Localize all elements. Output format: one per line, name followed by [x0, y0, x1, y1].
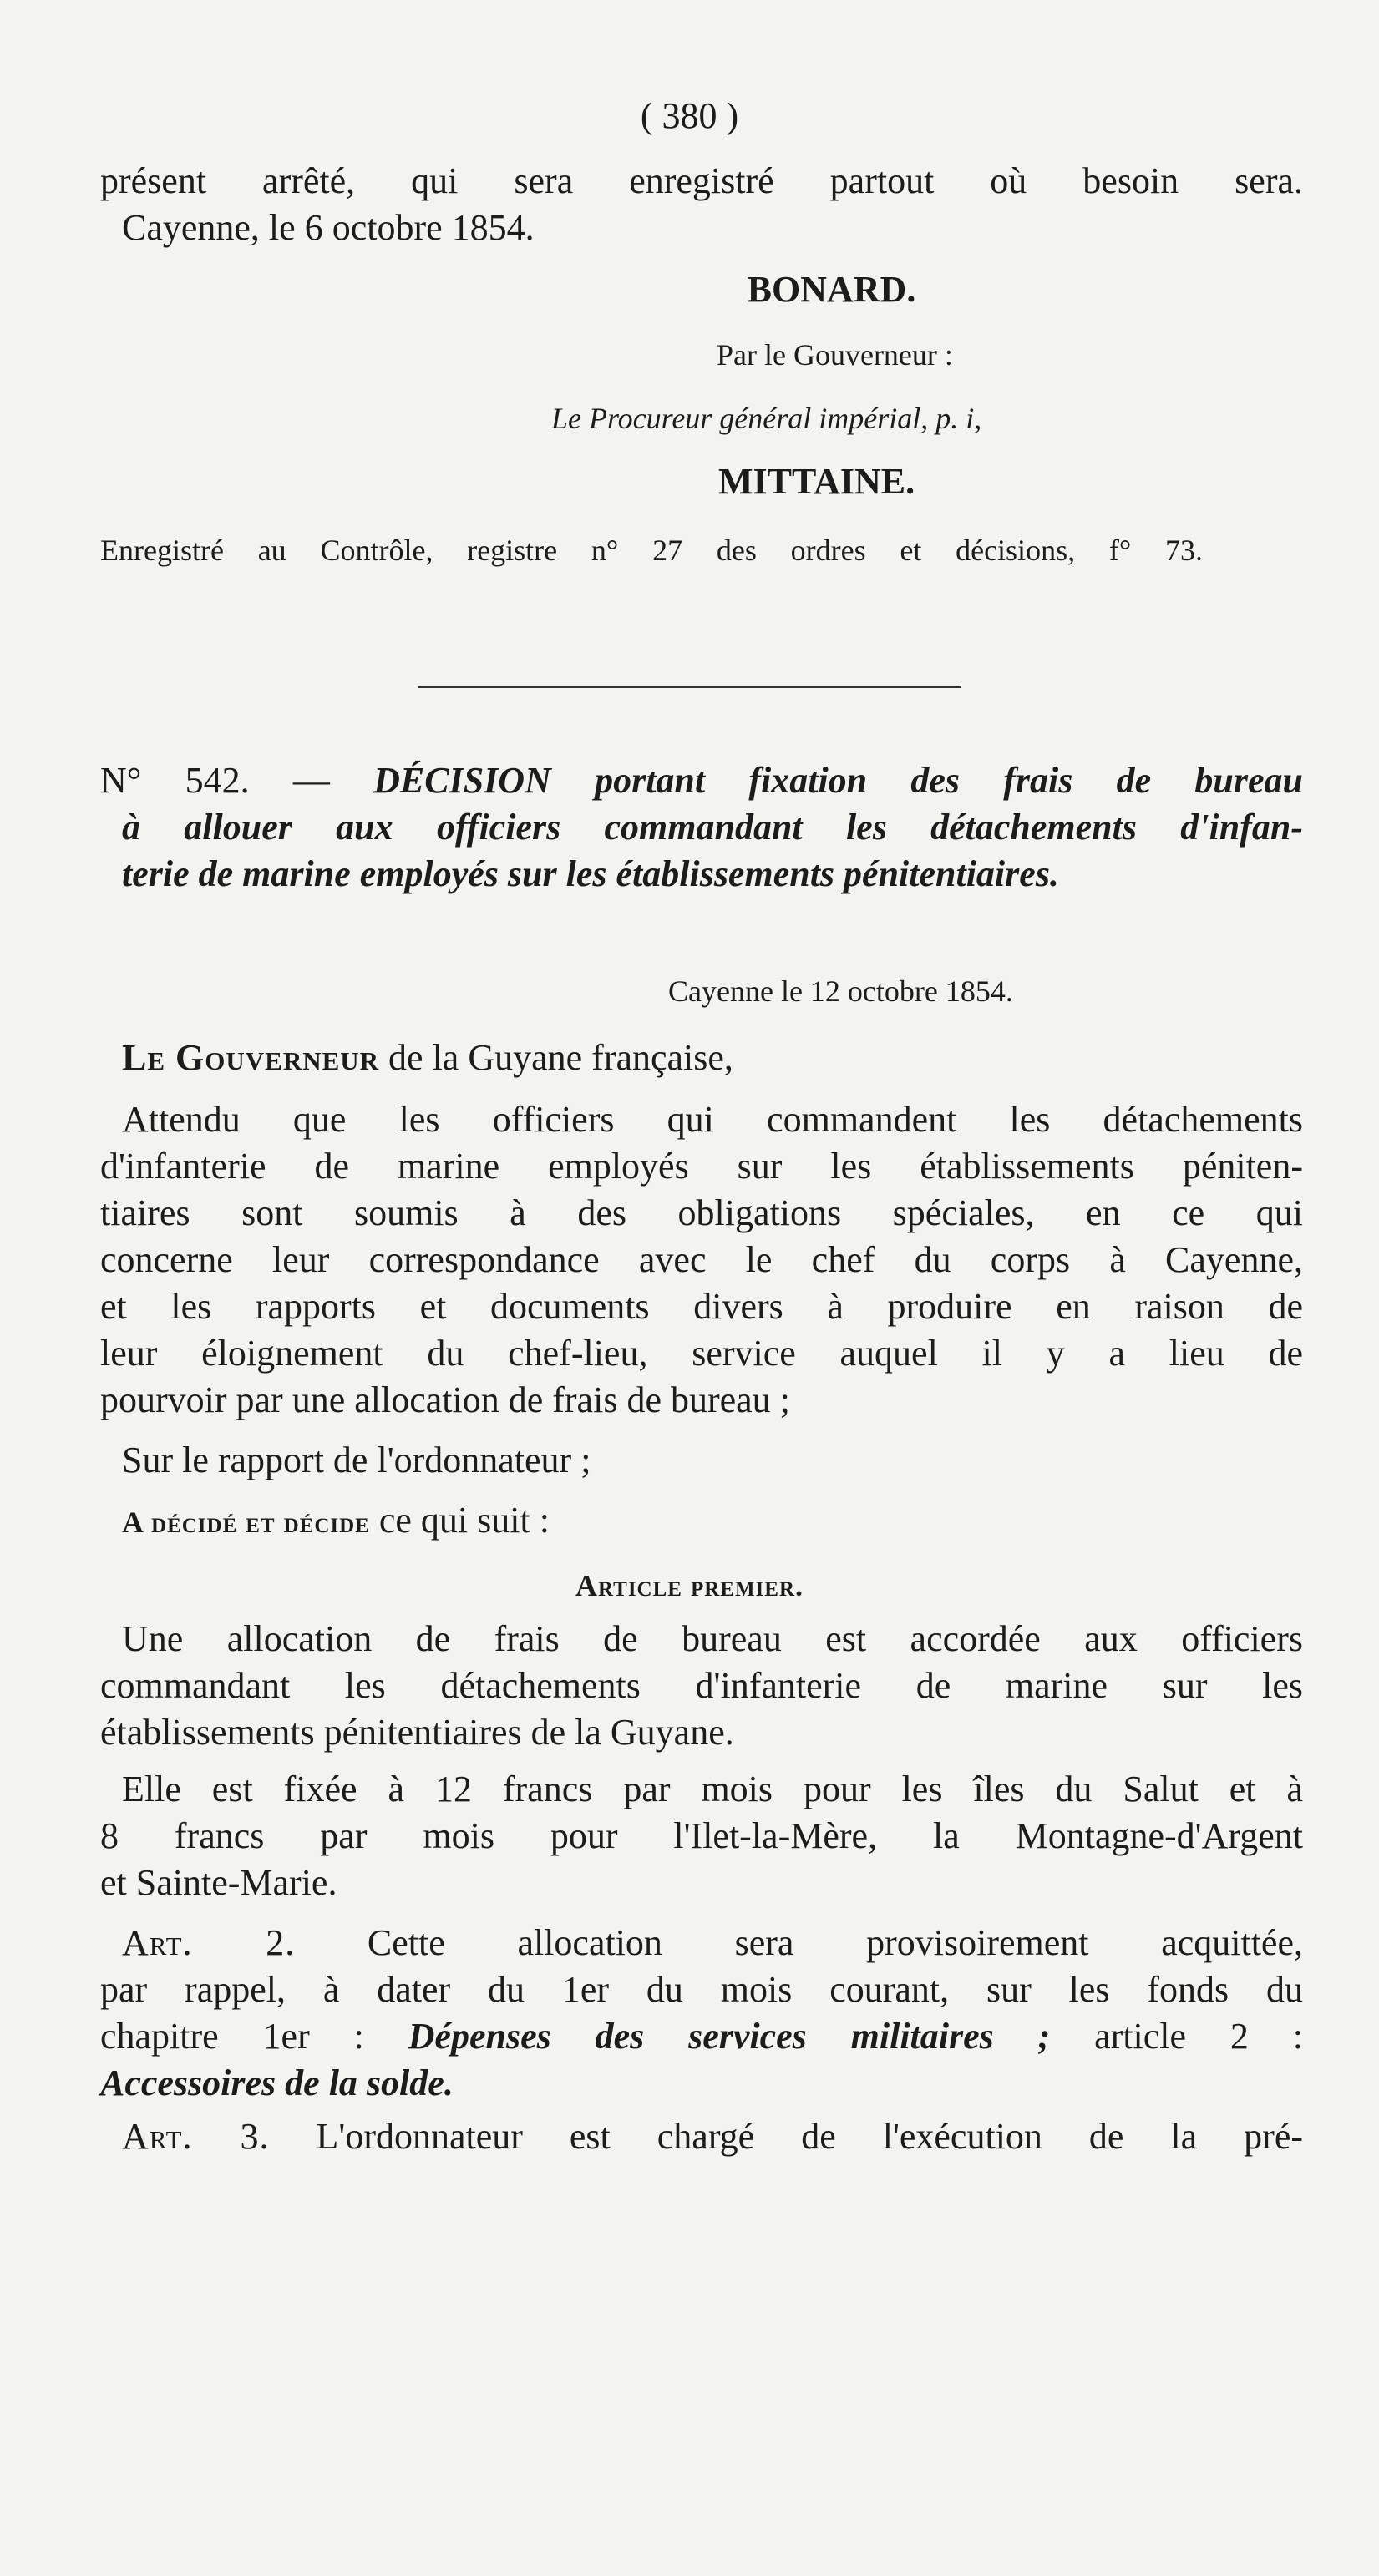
- decide-line: [122, 1498, 550, 1545]
- article-2-line-1: [122, 1921, 1303, 1966]
- decide-rest: ce qui suit :: [369, 1500, 550, 1541]
- rapport-line: Sur le rapport de l'ordonnateur ;: [122, 1440, 591, 1480]
- article-1b-line: et Sainte-Marie.: [100, 1862, 337, 1903]
- opening-line: [122, 1035, 733, 1081]
- article-2-line-2: par rappel, à dater du 1er du mois courant, sur les fonds du: [100, 1969, 1303, 2010]
- section-divider: [418, 686, 961, 688]
- article-3-label: Art. 3.: [122, 2116, 270, 2157]
- decision-title-line-3: terie de marine employés sur les établissements pénitentiaires.: [122, 853, 1059, 894]
- article-2-text-1: Cette allocation sera provisoirement acquittée,: [295, 1922, 1303, 1963]
- decision-title-line-2: à allouer aux officiers commandant les détachements d'infan-: [122, 807, 1303, 848]
- governor-label: Le Gouverneur: [122, 1037, 380, 1078]
- decision-title-1: DÉCISION portant fixation des frais de bureau: [373, 760, 1303, 801]
- article-1-line: commandant les détachements d'infanterie de marine sur les: [100, 1665, 1303, 1706]
- attendu-line: tiaires sont soumis à des obligations spéciales, en ce qui: [100, 1192, 1303, 1233]
- decision-number: N° 542. —: [100, 760, 374, 801]
- signatory: BONARD.: [747, 269, 916, 310]
- article-3-text-1: L'ordonnateur est chargé de l'exécution de la pré-: [269, 2116, 1303, 2157]
- place-date: Cayenne, le 6 octobre 1854.: [122, 207, 535, 248]
- article-2-text-3a: chapitre 1er :: [100, 2016, 408, 2057]
- continuation-line: présent arrêté, qui sera enregistré partout où besoin sera.: [100, 160, 1303, 201]
- article-1b-line: Elle est fixée à 12 francs par mois pour les îles du Salut et à: [122, 1769, 1303, 1809]
- article-2-line-4: Accessoires de la solde.: [100, 2062, 454, 2103]
- registration-note: Enregistré au Contrôle, registre n° 27 des ordres et décisions, f° 73.: [100, 534, 1203, 567]
- attendu-line: pourvoir par une allocation de frais de bureau ;: [100, 1379, 790, 1420]
- article-3-line-1: [122, 2114, 1303, 2159]
- article-1b-line: 8 francs par mois pour l'Ilet-la-Mère, la Montagne-d'Argent: [100, 1815, 1303, 1856]
- procureur-name: MITTAINE.: [718, 461, 915, 502]
- attendu-line: concerne leur correspondance avec le chef du corps à Cayenne,: [100, 1239, 1303, 1280]
- attendu-line: leur éloignement du chef-lieu, service auquel il y a lieu de: [100, 1333, 1303, 1374]
- attendu-line: et les rapports et documents divers à produire en raison de: [100, 1286, 1303, 1327]
- article-1-heading: Article premier.: [575, 1569, 804, 1602]
- article-2-text-3b: article 2 :: [1050, 2016, 1303, 2057]
- by-governor: Par le Gouverneur :: [717, 338, 953, 372]
- article-2-text-3-italic: Dépenses des services militaires ;: [408, 2016, 1051, 2057]
- procureur-title: Le Procureur général impérial, p. i,: [551, 402, 982, 435]
- attendu-line: Attendu que les officiers qui commandent les détachements: [122, 1099, 1303, 1140]
- page-number: ( 380 ): [640, 95, 739, 136]
- article-2-label: Art. 2.: [122, 1922, 296, 1963]
- opening-rest: de la Guyane française,: [379, 1037, 733, 1078]
- article-1-line: établissements pénitentiaires de la Guyane.: [100, 1712, 734, 1753]
- decision-date: Cayenne le 12 octobre 1854.: [668, 974, 1013, 1008]
- decide-label: A décidé et décide: [122, 1506, 370, 1539]
- decision-title-line-1: [100, 758, 1303, 803]
- attendu-line: d'infanterie de marine employés sur les établissements péniten-: [100, 1146, 1303, 1187]
- article-2-line-3: [100, 2014, 1303, 2059]
- article-1-line: Une allocation de frais de bureau est accordée aux officiers: [122, 1618, 1303, 1659]
